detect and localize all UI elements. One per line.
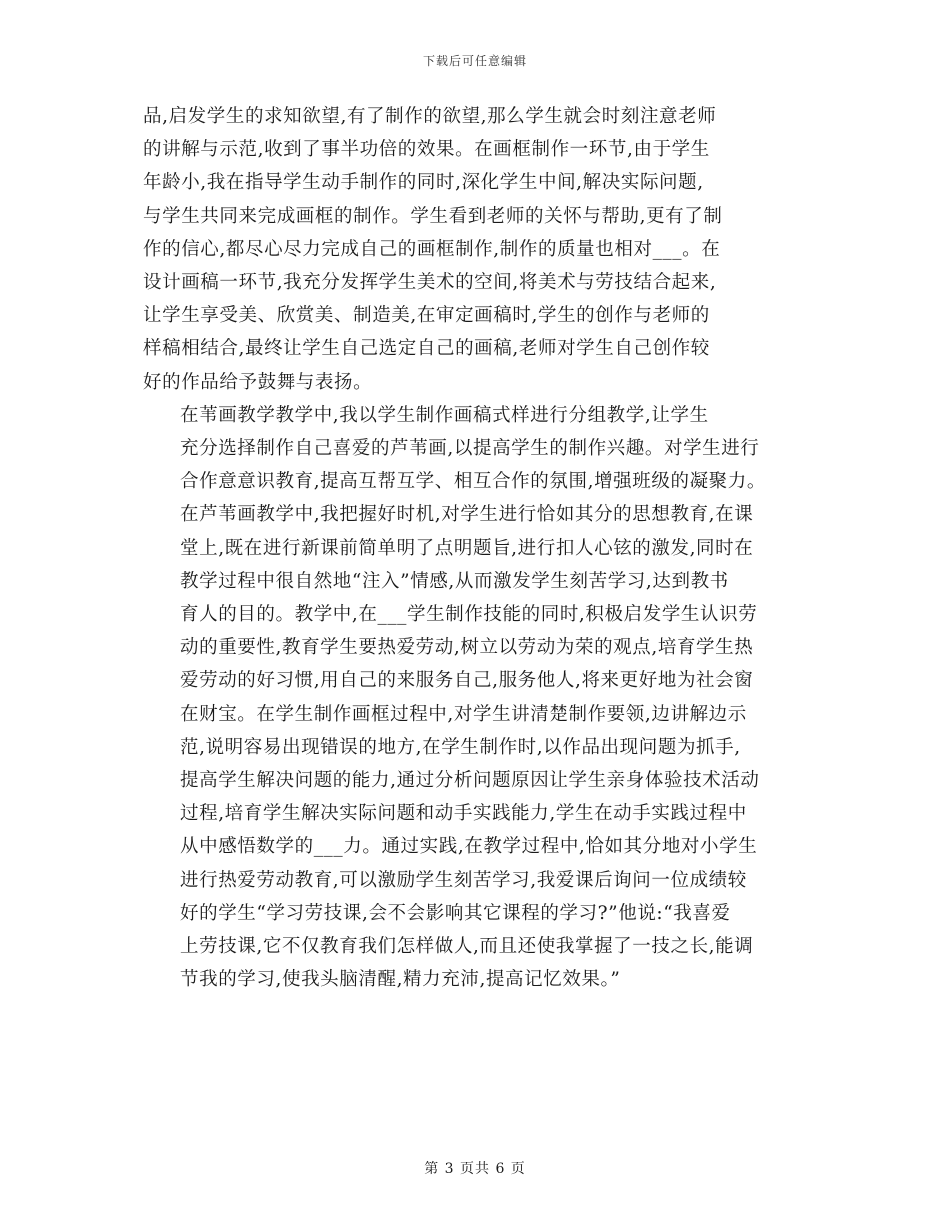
text-line: 在芦苇画教学中,我把握好时机,对学生进行恰如其分的思想教育,在课	[180, 504, 754, 526]
text-line: 过程,培育学生解决实际问题和动手实践能力,学生在动手实践过程中	[180, 803, 747, 825]
page-header: 下载后可任意编辑	[422, 54, 527, 68]
text-line: 合作意意识教育,提高互帮互学、相互合作的氛围,增强班级的凝聚力。	[180, 471, 766, 493]
text-line: 提高学生解决问题的能力,通过分析问题原因让学生亲身体验技术活动	[180, 770, 760, 792]
page-footer: 第 3 页共 6 页	[424, 1161, 526, 1177]
text-line: 在财宝。在学生制作画框过程中,对学生讲清楚制作要领,边讲解边示	[180, 703, 747, 725]
text-line: 从中感悟数学的___力。通过实践,在教学过程中,恰如其分地对小学生	[180, 836, 758, 858]
paragraph-2	[143, 399, 803, 997]
document-body	[143, 100, 803, 996]
text-line: 品,启发学生的求知欲望,有了制作的欲望,那么学生就会时刻注意老师	[143, 106, 717, 127]
text-line: 爱劳动的好习惯,用自己的来服务自己,服务他人,将来更好地为社会窗	[180, 670, 754, 692]
text-line: 育人的目的。教学中,在___学生制作技能的同时,积极启发学生认识劳	[180, 604, 758, 626]
text-line: 让学生享受美、欣赏美、制造美,在审定画稿时,学生的创作与老师的	[143, 305, 710, 327]
text-line: 进行热爱劳动教育,可以激励学生刻苦学习,我爱课后询问一位成绩较	[180, 869, 747, 891]
text-line: 范,说明容易出现错误的地方,在学生制作时,以作品出现问题为抓手,	[180, 736, 741, 758]
text-line: 动的重要性,教育学生要热爱劳动,树立以劳动为荣的观点,培育学生热	[180, 637, 754, 659]
text-line: 与学生共同来完成画框的制作。学生看到老师的关怀与帮助,更有了制	[143, 205, 723, 227]
text-line: 教学过程中很自然地“注入”情感,从而激发学生刻苦学习,达到教书	[180, 570, 729, 592]
text-line: 年龄小,我在指导学生动手制作的同时,深化学生中间,解决实际问题,	[143, 172, 704, 194]
text-line: 好的学生“学习劳技课,会不会影响其它课程的学习?”他说:“我喜爱	[180, 902, 731, 924]
paragraph-1	[143, 100, 803, 399]
text-line: 作的信心,都尽心尽力完成自己的画框制作,制作的质量也相对___。在	[143, 238, 721, 260]
text-line: 样稿相结合,最终让学生自己选定自己的画稿,老师对学生自己创作较	[143, 338, 710, 360]
text-line: 充分选择制作自己喜爱的芦苇画,以提高学生的制作兴趣。对学生进行	[180, 438, 760, 460]
text-line: 在苇画教学教学中,我以学生制作画稿式样进行分组教学,让学生	[180, 404, 709, 426]
text-line: 设计画稿一环节,我充分发挥学生美术的空间,将美术与劳技结合起来,	[143, 272, 717, 294]
text-line: 堂上,既在进行新课前简单明了点明题旨,进行扣人心铉的激发,同时在	[180, 537, 754, 559]
text-line: 节我的学习,使我头脑清醒,精力充沛,提高记忆效果。”	[180, 969, 621, 991]
text-line: 的讲解与示范,收到了事半功倍的效果。在画框制作一环节,由于学生	[143, 139, 710, 161]
text-line: 好的作品给予鼓舞与表扬。	[143, 371, 373, 393]
text-line: 上劳技课,它不仅教育我们怎样做人,而且还使我掌握了一技之长,能调	[180, 936, 754, 958]
